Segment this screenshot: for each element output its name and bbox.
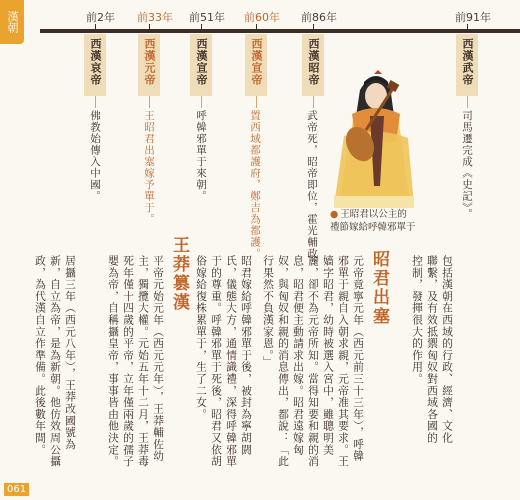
timeline-emperor-box (302, 34, 324, 96)
timeline-emperor: 西漢武帝 (461, 38, 474, 86)
timeline-event: 置西域都護府，鄭吉為都護。 (249, 110, 261, 260)
wang-zhaojun-illustration (330, 56, 418, 208)
timeline-emperor-box (245, 34, 267, 96)
timeline-emperor-box (138, 34, 160, 96)
timeline-connector (256, 96, 257, 108)
caption-bullet-icon: ● (330, 209, 339, 220)
section-zhaojun-para2: 昭君嫁給呼韓邪單于後，被封為寧胡閼氏，儀態大方，通情識禮，深得呼韓邪單于的尊重。呼韓邪單于死後，昭君又依胡俗嫁給復株累單于，生了二女。 (195, 255, 253, 468)
timeline-tick (95, 24, 96, 30)
timeline-year: 前91年 (455, 11, 491, 24)
timeline-event: 佛教始傳入中國。 (89, 110, 101, 202)
timeline-connector (467, 96, 468, 108)
timeline-tick (256, 24, 257, 30)
timeline-emperor-box (84, 34, 106, 96)
timeline-emperor-box (456, 34, 478, 96)
timeline-connector (313, 96, 314, 108)
timeline-connector (149, 96, 150, 108)
section-zhaojun-para1: 元帝竟寧元年（西元前三十三年），呼韓邪單于親自入朝求親，元帝准其要求。王嫱字昭君，幼時被選入宮中，雖聰明美麗，卻不為元帝所知。當得知要和親的消息，昭君便主動請求出嫁。昭君遠嫁匈奴，與匈奴和親的消息傳出，都說：「此行果然不負漢家恩。」 (262, 255, 365, 468)
timeline-emperor: 西漢哀帝 (89, 38, 102, 86)
timeline-tick (201, 24, 202, 30)
chapter-tab: 漢朝 (0, 0, 24, 44)
timeline-event: 司馬遷完成《史記》。 (461, 110, 473, 220)
timeline-event: 呼韓邪單于來朝。 (195, 110, 207, 202)
timeline-bar (40, 29, 520, 33)
caption-text: 王昭君以公主的禮節嫁給呼韓邪單于 (330, 209, 416, 233)
section-heading-zhaojun: 昭君出塞 (369, 250, 389, 326)
section-heading-wangmang: 王莽篡漢 (169, 236, 189, 312)
timeline-connector (201, 96, 202, 108)
timeline-connector (95, 96, 96, 108)
timeline-year: 前86年 (301, 11, 337, 24)
timeline-year: 前2年 (86, 11, 115, 24)
timeline-year: 前60年 (244, 11, 280, 24)
section-wangmang-para1: 平帝元始元年（西元元年），王莽輔佐幼主，獨攬大權。元始五年十二月，王莽毒死年僅十四歲的平帝，立年僅兩歲的孺子嬰為帝，自稱攝皇帝，事事皆由他決定。 (107, 255, 165, 468)
timeline-year: 前33年 (137, 11, 173, 24)
timeline-tick (149, 24, 150, 30)
intro-text: 包括漢朝在西域的行政、經濟、文化聯繫，及有效抵禦匈奴對西域各國的控制，發揮很大的作用。 (411, 255, 454, 444)
timeline-tick (313, 24, 314, 30)
timeline-year: 前51年 (189, 11, 225, 24)
timeline-emperor-box (190, 34, 212, 96)
timeline-emperor: 西漢宣帝 (195, 38, 208, 86)
timeline-emperor: 西漢昭帝 (307, 38, 320, 86)
timeline-emperor: 西漢宣帝 (250, 38, 263, 86)
page-number: 061 (4, 483, 29, 496)
timeline-tick (467, 24, 468, 30)
illustration-caption (330, 208, 416, 234)
timeline-event: 王昭君出塞嫁予單于。 (143, 110, 155, 225)
section-wangmang-para2: 居攝三年（西元八年），王莽改國號為新，自立為帝，是為新朝。他仿效周公攝政，為代漢自立作準備。此後數年間。 (34, 255, 77, 468)
timeline-event: 武帝死，昭帝即位，霍光輔政。 (306, 110, 318, 271)
timeline-emperor: 西漢元帝 (143, 38, 156, 86)
